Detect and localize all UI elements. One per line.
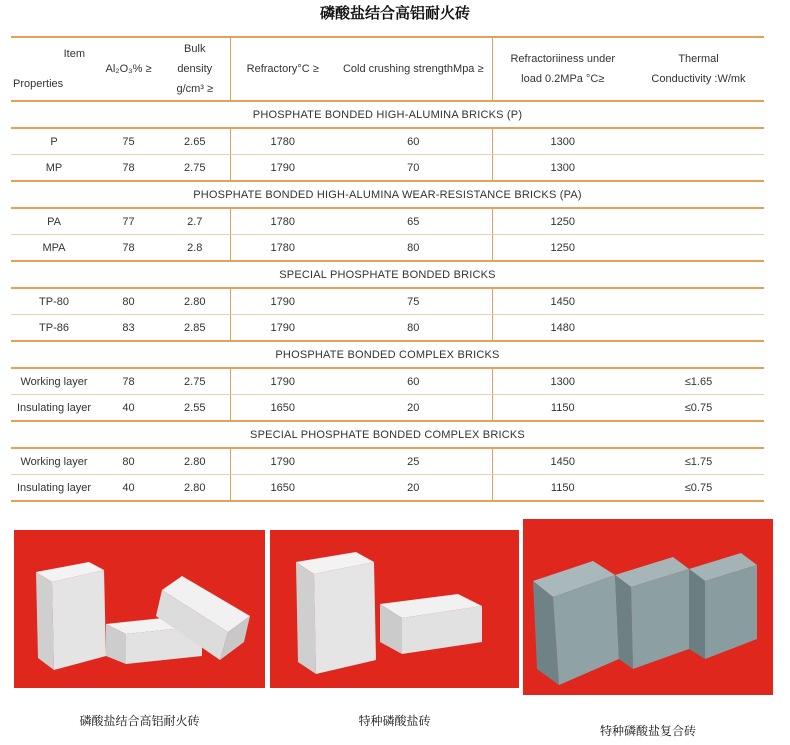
cell-density: 2.80 — [160, 448, 230, 475]
photo-special-phosphate-bricks — [270, 530, 519, 688]
photo-phosphate-high-alumina-bricks — [14, 530, 265, 688]
cell-al2o3: 78 — [97, 368, 160, 395]
header-al2o3: Al₂O₃% ≥ — [97, 37, 160, 101]
cell-al2o3: 78 — [97, 155, 160, 182]
table-row — [11, 395, 764, 422]
header-bulk-density-line1: Bulk — [184, 43, 206, 55]
header-properties-label: Properties — [13, 78, 64, 90]
cell-refractory: 1790 — [230, 368, 335, 395]
section-title: SPECIAL PHOSPHATE BONDED COMPLEX BRICKS — [11, 421, 764, 448]
table-row — [11, 128, 764, 155]
cell-ccs: 20 — [335, 475, 492, 502]
section-title: SPECIAL PHOSPHATE BONDED BRICKS — [11, 261, 764, 288]
cell-al2o3: 78 — [97, 235, 160, 262]
section-title: PHOSPHATE BONDED HIGH-ALUMINA BRICKS (P) — [11, 101, 764, 128]
cell-refractory: 1650 — [230, 475, 335, 502]
header-rul-line1: Refractoriiness under — [510, 53, 616, 65]
cell-density: 2.75 — [160, 368, 230, 395]
header-bulk-density — [160, 37, 230, 101]
cell-name: MPA — [11, 235, 97, 262]
cell-rul: 1250 — [492, 235, 633, 262]
table-row — [11, 155, 764, 182]
cell-density: 2.85 — [160, 315, 230, 342]
cell-density: 2.7 — [160, 208, 230, 235]
table-row — [11, 315, 764, 342]
cell-tc: ≤0.75 — [633, 475, 764, 502]
cell-refractory: 1790 — [230, 155, 335, 182]
header-tc-line1: Thermal — [678, 53, 719, 65]
cell-name: MP — [11, 155, 97, 182]
cell-rul: 1300 — [492, 128, 633, 155]
cell-rul: 1250 — [492, 208, 633, 235]
cell-name: Working layer — [11, 368, 97, 395]
table-row — [11, 448, 764, 475]
cell-al2o3: 77 — [97, 208, 160, 235]
cell-rul: 1480 — [492, 315, 633, 342]
cell-name: TP-86 — [11, 315, 97, 342]
cell-al2o3: 80 — [97, 448, 160, 475]
table-row — [11, 288, 764, 315]
cell-name: TP-80 — [11, 288, 97, 315]
cell-tc — [633, 288, 764, 315]
cell-tc — [633, 128, 764, 155]
cell-refractory: 1780 — [230, 208, 335, 235]
table-header-row — [11, 37, 764, 101]
header-rul — [492, 37, 633, 101]
cell-tc — [633, 315, 764, 342]
cell-refractory: 1790 — [230, 448, 335, 475]
header-thermal-conductivity — [633, 37, 764, 101]
cell-density: 2.75 — [160, 155, 230, 182]
cell-refractory: 1780 — [230, 235, 335, 262]
cell-ccs: 80 — [335, 315, 492, 342]
cell-tc: ≤1.75 — [633, 448, 764, 475]
photo-special-phosphate-complex-bricks — [523, 519, 773, 695]
header-cold-crushing: Cold crushing strengthMpa ≥ — [335, 37, 492, 101]
cell-tc — [633, 208, 764, 235]
header-bulk-density-line3: g/cm³ ≥ — [176, 83, 214, 95]
cell-rul: 1300 — [492, 155, 633, 182]
cell-ccs: 75 — [335, 288, 492, 315]
table-row — [11, 368, 764, 395]
cell-tc — [633, 235, 764, 262]
cell-refractory: 1650 — [230, 395, 335, 422]
section-row — [11, 101, 764, 128]
cell-tc: ≤1.65 — [633, 368, 764, 395]
cell-density: 2.55 — [160, 395, 230, 422]
table-row — [11, 208, 764, 235]
section-row — [11, 261, 764, 288]
cell-density: 2.80 — [160, 288, 230, 315]
cell-al2o3: 40 — [97, 395, 160, 422]
header-rul-line2: load 0.2MPa °C≥ — [521, 73, 605, 85]
cell-al2o3: 40 — [97, 475, 160, 502]
cell-refractory: 1790 — [230, 315, 335, 342]
cell-name: Insulating layer — [11, 475, 97, 502]
cell-rul: 1450 — [492, 448, 633, 475]
cell-rul: 1450 — [492, 288, 633, 315]
cell-al2o3: 75 — [97, 128, 160, 155]
cell-rul: 1150 — [492, 475, 633, 502]
section-title: PHOSPHATE BONDED COMPLEX BRICKS — [11, 341, 764, 368]
cell-al2o3: 83 — [97, 315, 160, 342]
cell-name: Working layer — [11, 448, 97, 475]
table-row — [11, 475, 764, 502]
cell-ccs: 60 — [335, 128, 492, 155]
header-item-properties — [11, 37, 97, 101]
caption-photo-3: 特种磷酸盐复合砖 — [599, 724, 696, 738]
header-tc-line2: Conductivity :W/mk — [651, 73, 746, 85]
cell-ccs: 65 — [335, 208, 492, 235]
cell-rul: 1300 — [492, 368, 633, 395]
section-row — [11, 421, 764, 448]
header-item-label: Item — [63, 48, 85, 60]
page-title: 磷酸盐结合高铝耐火砖 — [319, 4, 470, 22]
properties-table — [11, 36, 764, 502]
cell-al2o3: 80 — [97, 288, 160, 315]
section-row — [11, 181, 764, 208]
cell-tc — [633, 155, 764, 182]
cell-name: P — [11, 128, 97, 155]
header-refractory: Refractory°C ≥ — [230, 37, 335, 101]
cell-density: 2.80 — [160, 475, 230, 502]
cell-ccs: 70 — [335, 155, 492, 182]
cell-ccs: 60 — [335, 368, 492, 395]
caption-photo-1: 磷酸盐结合高铝耐火砖 — [79, 714, 200, 728]
cell-refractory: 1790 — [230, 288, 335, 315]
section-row — [11, 341, 764, 368]
table-row — [11, 235, 764, 262]
cell-density: 2.8 — [160, 235, 230, 262]
section-title: PHOSPHATE BONDED HIGH-ALUMINA WEAR-RESISTANCE BRICKS (PA) — [11, 181, 764, 208]
cell-tc: ≤0.75 — [633, 395, 764, 422]
cell-ccs: 80 — [335, 235, 492, 262]
header-bulk-density-line2: density — [177, 63, 213, 75]
cell-name: Insulating layer — [11, 395, 97, 422]
cell-name: PA — [11, 208, 97, 235]
cell-refractory: 1780 — [230, 128, 335, 155]
cell-rul: 1150 — [492, 395, 633, 422]
cell-ccs: 20 — [335, 395, 492, 422]
cell-ccs: 25 — [335, 448, 492, 475]
cell-density: 2.65 — [160, 128, 230, 155]
caption-photo-2: 特种磷酸盐砖 — [358, 714, 431, 728]
